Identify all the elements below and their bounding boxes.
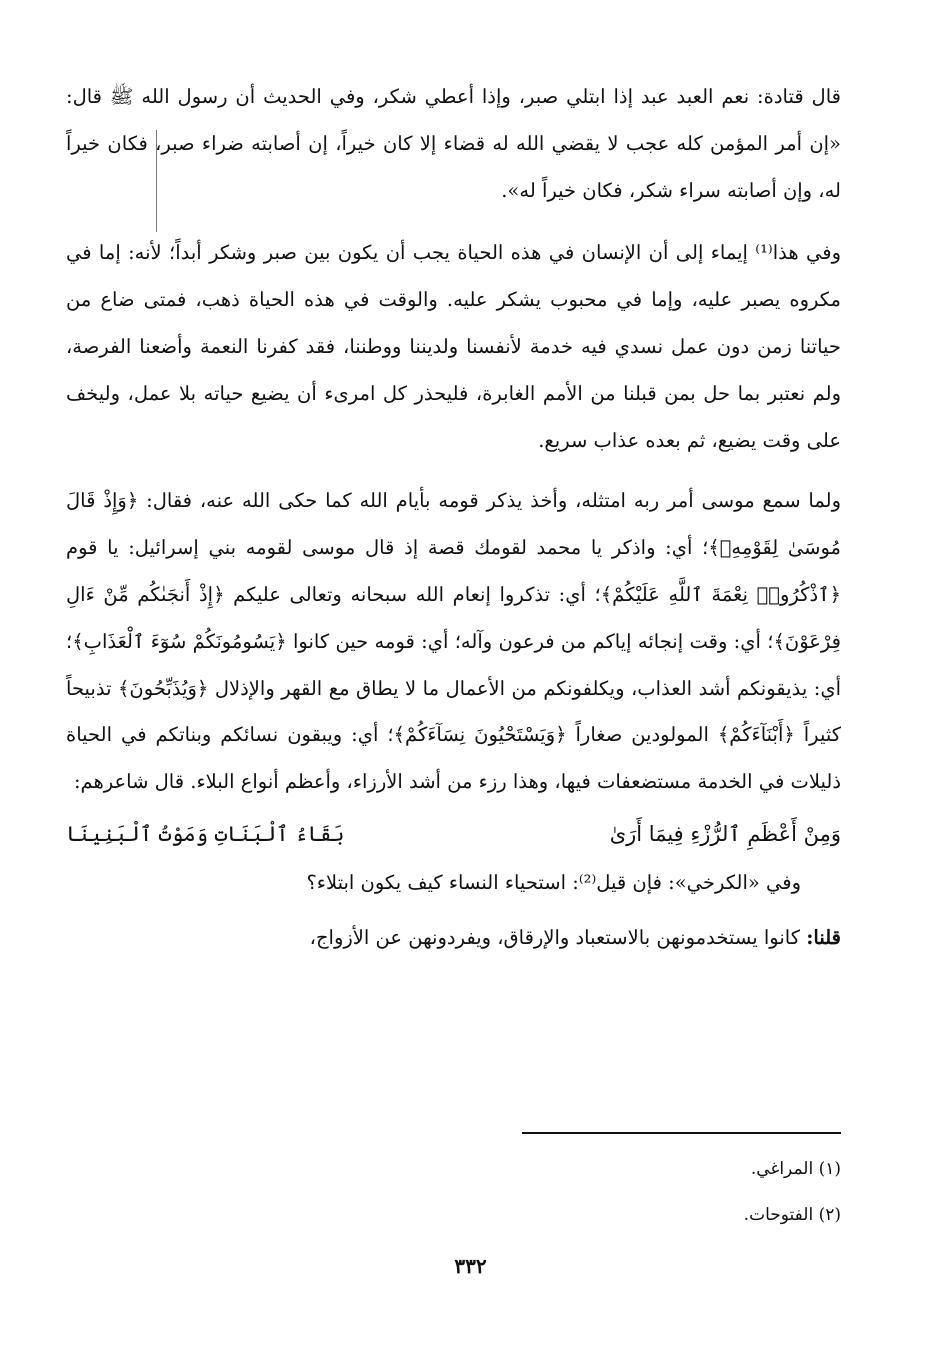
footnote-2: (٢) الفتوحات. — [743, 1205, 841, 1225]
scan-margin-line — [156, 130, 157, 232]
poem-first-hemistich: وَمِنْ أَعْظَمِ ٱلرُّزْءِ فِيمَا أَرَىٰ — [609, 821, 841, 846]
paragraph-moses-story: ولما سمع موسى أمر ربه امتثله، وأخذ يذكر قومه بأيام الله كما حكى الله عنه، فقال: ﴿وَإِذْ قَالَ مُوسَىٰ لِقَوْمِهِۦ﴾؛ أي: واذكر يا محمد لقومك قصة إذ قال موسى لقومه بني إسرائيل: يا قوم ﴿ٱذْكُرُوا۟ نِعْمَةَ ٱللَّهِ عَلَيْكُمْ﴾؛ أي: تذكروا إنعام الله سبحانه وتعالى عليكم ﴿إِذْ أَنجَىٰكُم مِّنْ ءَالِ فِرْعَوْنَ﴾؛ أي: وقت إنجائه إياكم من فرعون وآله؛ أي: قومه حين كانوا ﴿يَسُومُونَكُمْ سُوٓءَ ٱلْعَذَابِ﴾؛ أي: يذيقونكم أشد العذاب، ويكلفونكم من الأعمال ما لا يطاق مع القهر والإذلال ﴿وَيُذَبِّحُونَ﴾ تذبيحاً كثيراً ﴿أَبْنَآءَكُمْ﴾ المولودين صغاراً ﴿وَيَسْتَحْيُونَ نِسَآءَكُمْ﴾؛ أي: ويبقون نسائكم وبناتكم في الحياة ذليلات في الخدمة مستضعفات فيها، وهذا رزء من أشد الأرزاء، وأعظم أنواع البلاء. قال شاعرهم: — [66, 489, 841, 794]
answer-text: كانوا يستخدمونهن بالاستعباد والإرقاق، ويفردونهن عن الأزواج، — [309, 925, 807, 949]
page-number: ٣٣٢ — [454, 1254, 487, 1278]
poem-second-hemistich: بَقَاءُ ٱلْبَنَاتِ وَمَوْتُ ٱلْبَنِينَا — [66, 821, 345, 846]
paragraph-karkhi-question: وفي «الكرخي»: فإن قيل⁽²⁾: استحياء النساء كيف يكون ابتلاء؟ — [306, 870, 801, 894]
footnote-separator — [522, 1132, 841, 1134]
paragraph-answer — [66, 915, 841, 962]
footnote-1: (١) المراغي. — [750, 1159, 841, 1179]
paragraph-patience-gratitude: وفي هذا⁽¹⁾ إيماء إلى أن الإنسان في هذه الحياة يجب أن يكون بين صبر وشكر أبداً؛ لأنه: إما في مكروه يصبر عليه، وإما في محبوب يشكر عليه. والوقت في هذه الحياة ذهب، فمتى ضاع من حياتنا زمن دون عمل نسدي فيه خدمة لأنفسنا ولديننا ووطننا، فقد كفرنا النعمة وأضعنا الفرصة، ولم نعتبر بما حل بمن قبلنا من الأمم الغابرة، فليحذر كل امرىء أن يضيع حياته بلا عمل، وليخف على وقت يضيع، ثم بعده عذاب سريع. — [66, 241, 841, 452]
paragraph-qatada-hadith: قال قتادة: نعم العبد عبد إذا ابتلي صبر، وإذا أعطي شكر، وفي الحديث أن رسول الله ﷺ قال: «إن أمر المؤمن كله عجب لا يقضي الله له قضاء إلا كان خيراً، إن أصابته ضراء صبر، فكان خيراً له، وإن أصابته سراء شكر، فكان خيراً له». — [66, 85, 841, 202]
footnotes — [744, 1146, 841, 1238]
answer-label: قلنا: — [806, 925, 841, 949]
poem-verse — [66, 808, 841, 860]
